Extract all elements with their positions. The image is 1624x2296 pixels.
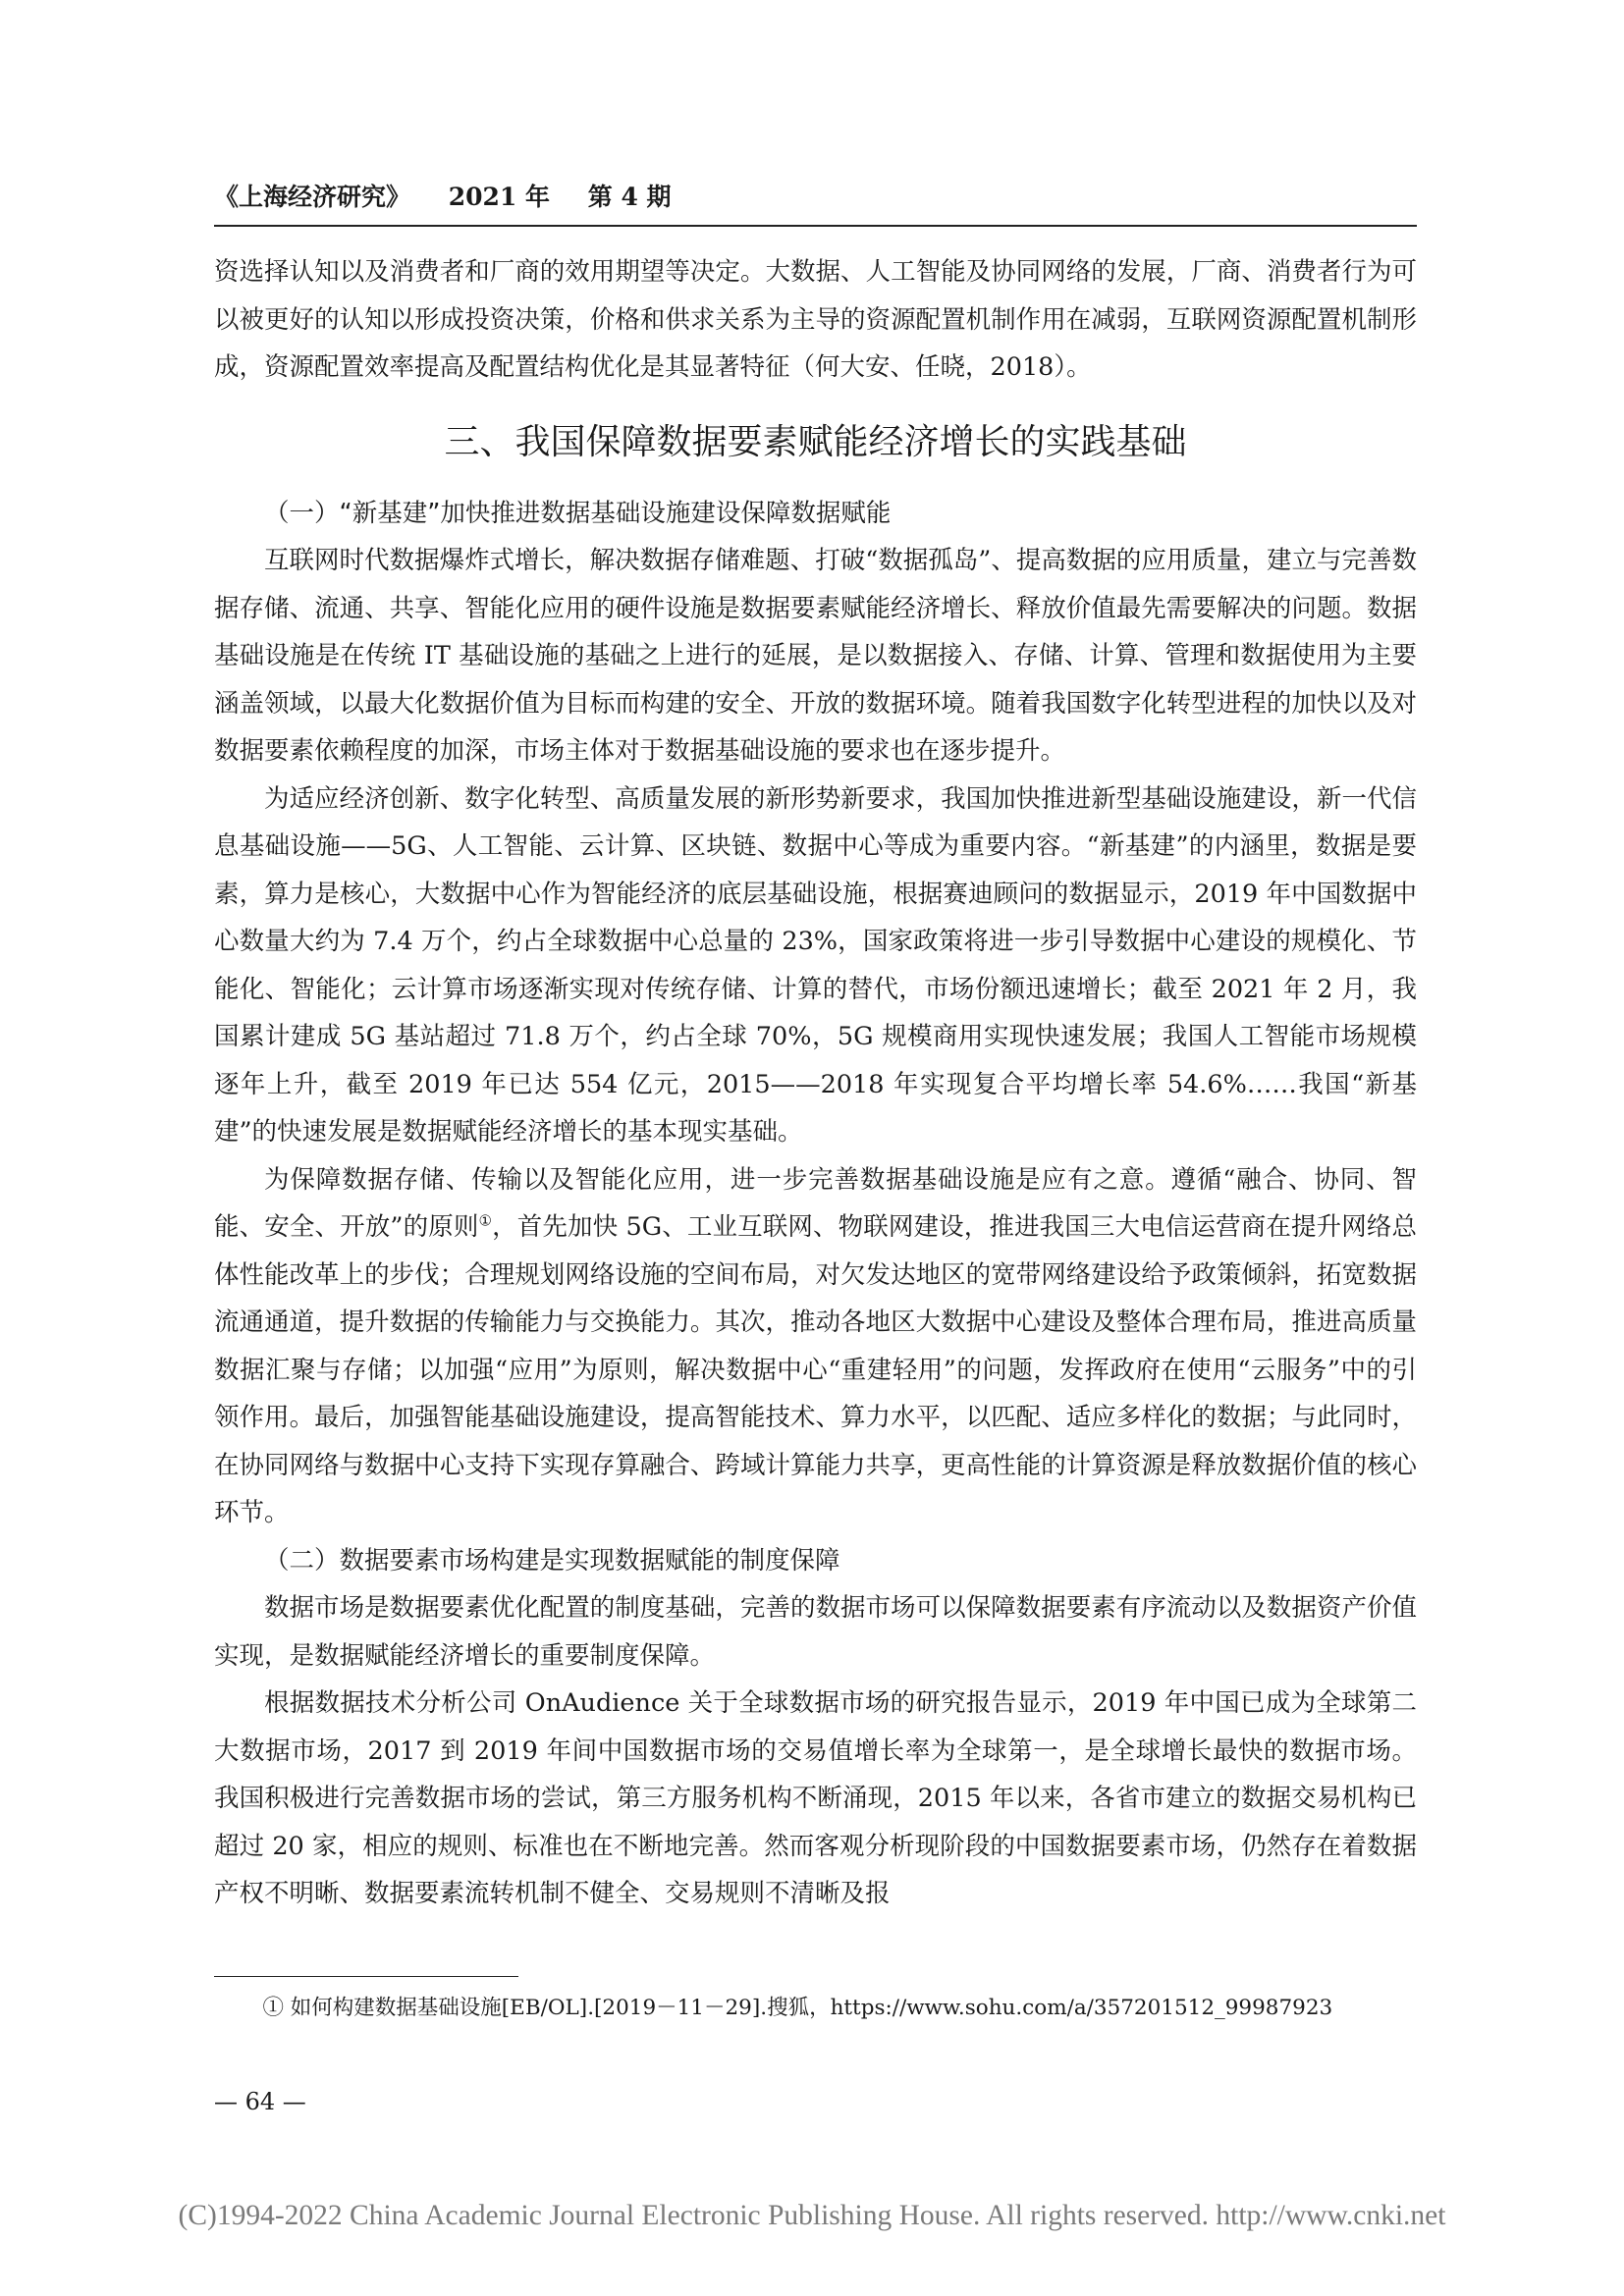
subsection-1-paragraph-2: 为适应经济创新、数字化转型、高质量发展的新形势新要求，我国加快推进新型基础设施建设，新一代信息基础设施——5G、人工智能、云计算、区块链、数据中心等成为重要内容。“新基建”的内涵里，数据是要素，算力是核心，大数据中心作为智能经济的底层基础设施，根据赛迪顾问的数据显示，2019 年中国数据中心数量大约为 7.4 万个，约占全球数据中心总量的 23%，国家政策将进一步引导数据中心建设的规模化、节能化、智能化；云计算市场逐渐实现对传统存储、计算的替代，市场份额迅速增长；截至 2021 年 2 月，我国累计建成 5G 基站超过 71.8 万个，约占全球 70%，5G 规模商用实现快速发展；我国人工智能市场规模逐年上升，截至 2019 年已达 554 亿元，2015——2018 年实现复合平均增长率 54.6%……我国“新基建”的快速发展是数据赋能经济增长的基本现实基础。	[214, 783, 1417, 1147]
subsection-2-paragraph-2: 根据数据技术分析公司 OnAudience 关于全球数据市场的研究报告显示，2019 年中国已成为全球第二大数据市场，2017 到 2019 年间中国数据市场的交易值增长率为全球第一，是全球增长最快的数据市场。我国积极进行完善数据市场的尝试，第三方服务机构不断涌现，2015 年以来，各省市建立的数据交易机构已超过 20 家，相应的规则、标准也在不断地完善。然而客观分析现阶段的中国数据要素市场，仍然存在着数据产权不明晰、数据要素流转机制不健全、交易规则不清晰及报	[214, 1688, 1417, 1908]
journal-name: 《上海经济研究》	[214, 183, 411, 211]
footnote-rule	[214, 1976, 518, 1977]
subsection-1-paragraph-3	[214, 1156, 1417, 1537]
intro-paragraph: 资选择认知以及消费者和厂商的效用期望等决定。大数据、人工智能及协同网络的发展，厂商、消费者行为可以被更好的认知以形成投资决策，价格和供求关系为主导的资源配置机制作用在减弱，互联网资源配置机制形成，资源配置效率提高及配置结构优化是其显著特征（何大安、任晓，2018）。	[214, 257, 1417, 382]
page-number: — 64 —	[214, 2088, 306, 2115]
paragraph-3-text-b: ，首先加快 5G、工业互联网、物联网建设，推进我国三大电信运营商在提升网络总体性能改革上的步伐；合理规划网络设施的空间布局，对欠发达地区的宽带网络建设给予政策倾斜，拓宽数据流通通道，提升数据的传输能力与交换能力。其次，推动各地区大数据中心建设及整体合理布局，推进高质量数据汇聚与存储；以加强“应用”为原则，解决数据中心“重建轻用”的问题，发挥政府在使用“云服务”中的引领作用。最后，加强智能基础设施建设，提高智能技术、算力水平，以匹配、适应多样化的数据；与此同时，在协同网络与数据中心支持下实现存算融合、跨域计算能力共享，更高性能的计算资源是释放数据价值的核心环节。	[214, 1212, 1418, 1527]
journal-year: 2021 年	[448, 183, 551, 211]
header-rule	[214, 225, 1417, 227]
footnote-reference[interactable]: ①	[478, 1211, 493, 1230]
article-body	[214, 248, 1417, 1918]
footnote: ① 如何构建数据基础设施[EB/OL].[2019－11－29].搜狐，https://www.sohu.com/a/357201512_99987923	[262, 1996, 1333, 2020]
subsection-1-heading: （一）“新基建”加快推进数据基础设施建设保障数据赋能	[264, 498, 892, 528]
running-header	[214, 180, 1417, 215]
copyright-watermark: (C)1994-2022 China Academic Journal Electronic Publishing House. All rights reserved. http://www.cnki.net	[178, 2200, 1446, 2231]
subsection-2-paragraph-1: 数据市场是数据要素优化配置的制度基础，完善的数据市场可以保障数据要素有序流动以及数据资产价值实现，是数据赋能经济增长的重要制度保障。	[214, 1593, 1417, 1671]
journal-issue: 第 4 期	[587, 183, 672, 211]
section-title: 三、我国保障数据要素赋能经济增长的实践基础	[444, 421, 1187, 462]
subsection-2-heading: （二）数据要素市场构建是实现数据赋能的制度保障	[264, 1545, 840, 1575]
subsection-1-paragraph-1: 互联网时代数据爆炸式增长，解决数据存储难题、打破“数据孤岛”、提高数据的应用质量，建立与完善数据存储、流通、共享、智能化应用的硬件设施是数据要素赋能经济增长、释放价值最先需要解决的问题。数据基础设施是在传统 IT 基础设施的基础之上进行的延展，是以数据接入、存储、计算、管理和数据使用为主要涵盖领域，以最大化数据价值为目标而构建的安全、开放的数据环境。随着我国数字化转型进程的加快以及对数据要素依赖程度的加深，市场主体对于数据基础设施的要求也在逐步提升。	[214, 546, 1417, 766]
paragraph-3-text-a: 为保障数据存储、传输以及智能化应用，进一步完善数据基础设施是应有之意。遵循“融合、协同、智能、安全、开放”的原则	[214, 1164, 1417, 1242]
